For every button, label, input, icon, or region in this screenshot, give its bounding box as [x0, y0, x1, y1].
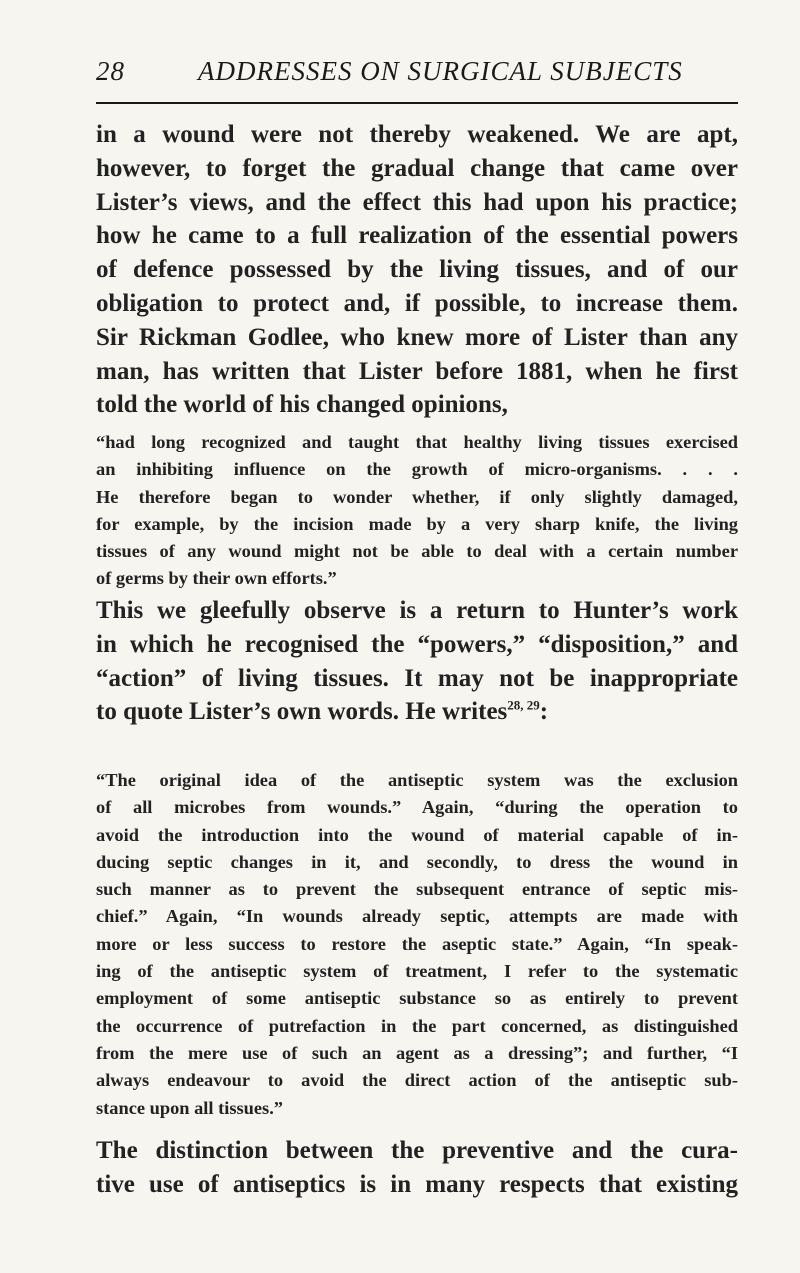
text-line: ing of the antiseptic system of treatment, I refer to the systematic	[96, 961, 738, 982]
paragraph-2	[96, 594, 738, 729]
text-line: chief.” Again, “In wounds already septic, attempts are made with	[96, 906, 738, 927]
text-fragment: to quote Lister’s own words. He writes	[96, 698, 508, 726]
text-line: always endeavour to avoid the direct action of the antiseptic sub-	[96, 1070, 738, 1091]
text-line: He therefore began to wonder whether, if only slightly damaged,	[96, 486, 738, 507]
text-line: The distinction between the preventive and the cura-	[96, 1137, 738, 1164]
block-quote-2	[96, 767, 738, 1122]
text-line: of germs by their own efforts.”	[96, 568, 337, 589]
running-head: ADDRESSES ON SURGICAL SUBJECTS	[198, 56, 683, 86]
text-line: “action” of living tissues. It may not be inappropriate	[96, 664, 738, 692]
text-line: the occurrence of putrefaction in the part concerned, as distinguished	[96, 1015, 738, 1036]
text-line: “The original idea of the antiseptic system was the exclusion	[96, 770, 738, 790]
text-line: Lister’s views, and the effect this had upon his practice;	[96, 188, 738, 216]
text-line-with-footnote	[96, 695, 738, 729]
text-line: told the world of his changed opinions,	[96, 391, 508, 419]
text-line: ducing septic changes in it, and secondly, to dress the wound in	[96, 851, 738, 872]
text-line: of all microbes from wounds.” Again, “during the operation to	[96, 797, 738, 818]
text-fragment: :	[539, 698, 549, 726]
text-line: “had long recognized and taught that healthy living tissues exercised	[96, 432, 738, 452]
text-line: This we gleefully observe is a return to Hunter’s work	[96, 597, 738, 624]
text-line: from the mere use of such an agent as a dressing”; and further, “I	[96, 1042, 738, 1063]
text-line: in which he recognised the “powers,” “disposition,” and	[96, 630, 738, 658]
text-line: stance upon all tissues.”	[96, 1097, 284, 1118]
text-line: for example, by the incision made by a very sharp knife, the living	[96, 513, 738, 534]
text-line: in a wound were not thereby weakened. We are apt,	[96, 121, 738, 148]
text-line: tissues of any wound might not be able to deal with a certain number	[96, 541, 738, 562]
header-rule	[96, 102, 738, 104]
text-line: more or less success to restore the aseptic state.” Again, “In speak-	[96, 933, 738, 954]
text-line: however, to forget the gradual change that came over	[96, 154, 738, 182]
text-line: obligation to protect and, if possible, to increase them.	[96, 289, 738, 317]
text-line: how he came to a full realization of the essential powers	[96, 222, 738, 250]
page-number: 28	[96, 56, 125, 86]
block-quote-1	[96, 429, 738, 593]
footnote-reference[interactable]: 28, 29	[507, 698, 540, 714]
text-line: avoid the introduction into the wound of material capable of in-	[96, 824, 738, 845]
paragraph-1	[96, 118, 738, 422]
text-line: tive use of antiseptics is in many respects that existing	[96, 1170, 738, 1198]
text-line: employment of some antiseptic substance so as entirely to prevent	[96, 988, 738, 1009]
text-line: such manner as to prevent the subsequent entrance of septic mis-	[96, 879, 738, 900]
text-line: Sir Rickman Godlee, who knew more of Lister than any	[96, 323, 738, 351]
text-line: an inhibiting influence on the growth of micro-organisms. . . .	[96, 459, 738, 480]
text-line: man, has written that Lister before 1881, when he first	[96, 357, 738, 385]
text-line: of defence possessed by the living tissues, and of our	[96, 256, 738, 284]
paragraph-3	[96, 1134, 738, 1202]
